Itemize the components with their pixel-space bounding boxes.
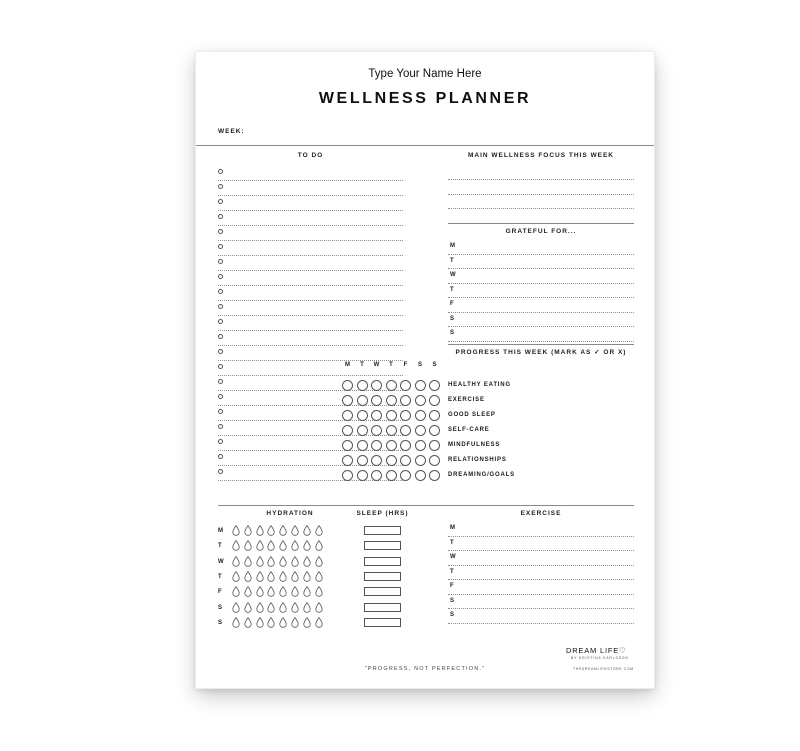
sleep-hours-box[interactable] [364,603,401,612]
progress-day-header [196,362,654,372]
focus-heading: MAIN WELLNESS FOCUS THIS WEEK [468,152,614,159]
grateful-row[interactable] [448,255,634,270]
exercise-row[interactable] [448,580,634,595]
progress-checkbox[interactable] [386,425,397,436]
water-drop-icon[interactable] [232,525,240,536]
progress-checkbox[interactable] [429,470,440,481]
focus-line[interactable] [448,194,634,195]
progress-checkbox[interactable] [371,410,382,421]
water-drop-icon[interactable] [256,617,264,628]
planner-title: WELLNESS PLANNER [318,90,532,107]
exercise-row[interactable] [448,609,634,624]
progress-checkbox[interactable] [429,440,440,451]
circle-bullet-icon[interactable] [218,349,223,354]
circle-bullet-icon[interactable] [218,454,223,459]
progress-checkbox[interactable] [357,455,368,466]
progress-checkbox[interactable] [371,440,382,451]
exercise-day-label: T [450,568,455,575]
hydration-day-label: F [218,589,222,596]
todo-item[interactable] [218,241,403,256]
exercise-row[interactable] [448,522,634,537]
sleep-hours-box[interactable] [364,526,401,535]
circle-bullet-icon[interactable] [218,334,223,339]
progress-row [448,380,638,392]
exercise-row[interactable] [448,551,634,566]
lower-divider [218,505,634,506]
todo-item[interactable] [218,226,403,241]
grateful-heading: GRATEFUL FOR... [505,228,577,235]
grateful-day-label: T [450,257,455,264]
todo-heading: TO DO [297,152,324,159]
progress-checkbox[interactable] [357,395,368,406]
todo-item[interactable] [218,331,403,346]
circle-bullet-icon[interactable] [218,244,223,249]
grateful-row[interactable] [448,240,634,255]
water-drop-icon[interactable] [232,571,240,582]
water-drop-icon[interactable] [279,540,287,551]
grateful-day-label: M [450,243,456,249]
exercise-row[interactable] [448,566,634,581]
water-drop-icon[interactable] [315,556,323,567]
exercise-day-label: M [450,525,456,531]
progress-checkbox[interactable] [371,470,382,481]
water-drop-icon[interactable] [303,586,311,597]
water-drop-icon[interactable] [315,602,323,613]
exercise-day-label: F [450,583,455,589]
water-drop-icon[interactable] [279,525,287,536]
progress-checkbox[interactable] [400,425,411,436]
progress-habit-label: GOOD SLEEP [448,412,496,418]
progress-checkbox[interactable] [342,470,353,481]
progress-row [448,395,638,407]
focus-divider [448,223,634,224]
week-label: WEEK: [218,128,245,135]
focus-line[interactable] [448,208,634,209]
sleep-hours-box[interactable] [364,587,401,596]
progress-checkbox[interactable] [371,395,382,406]
water-drop-icon[interactable] [303,571,311,582]
sleep-hours-box[interactable] [364,618,401,627]
progress-day-label: T [389,362,393,368]
todo-item[interactable] [218,211,403,226]
water-drop-icon[interactable] [267,556,275,567]
progress-row [448,410,638,422]
water-drop-icon[interactable] [291,602,299,613]
progress-day-label: S [417,362,422,368]
water-drop-icon[interactable] [256,556,264,567]
water-drop-icon[interactable] [244,540,252,551]
progress-checkbox[interactable] [386,440,397,451]
progress-checkbox[interactable] [342,455,353,466]
progress-checkbox[interactable] [342,410,353,421]
water-drop-icon[interactable] [232,602,240,613]
progress-checkbox[interactable] [371,380,382,391]
hydration-day-label: T [218,543,222,550]
progress-checkbox[interactable] [429,425,440,436]
grateful-row[interactable] [448,327,634,342]
progress-checkbox[interactable] [415,395,426,406]
hydration-row [218,585,338,600]
circle-bullet-icon[interactable] [218,394,223,399]
grateful-day-label: F [450,301,455,307]
water-drop-icon[interactable] [256,525,264,536]
hydration-row [218,539,338,554]
exercise-day-label: T [450,539,455,546]
water-drop-icon[interactable] [267,571,275,582]
brand-logo: DREAM LIFE♡ [566,646,627,655]
progress-checkbox[interactable] [429,380,440,391]
todo-item[interactable] [218,286,403,301]
progress-habit-label: HEALTHY EATING [448,382,511,388]
focus-line[interactable] [448,179,634,180]
sleep-hours-box[interactable] [364,557,401,566]
progress-checkbox[interactable] [357,380,368,391]
progress-day-label: T [360,362,364,368]
water-drop-icon[interactable] [315,586,323,597]
progress-checkbox[interactable] [415,380,426,391]
progress-checkbox[interactable] [400,410,411,421]
progress-checkbox[interactable] [386,395,397,406]
water-drop-icon[interactable] [244,617,252,628]
exercise-day-label: W [450,554,457,560]
progress-day-label: S [432,362,437,368]
progress-habit-label: EXERCISE [448,397,485,403]
hydration-day-label: M [218,528,223,534]
water-drop-icon[interactable] [232,540,240,551]
grateful-row[interactable] [448,313,634,328]
progress-checkbox[interactable] [386,455,397,466]
progress-checkbox[interactable] [386,470,397,481]
progress-heading: PROGRESS THIS WEEK (MARK AS ✓ OR X) [455,349,627,356]
circle-bullet-icon[interactable] [218,304,223,309]
grateful-row[interactable] [448,284,634,299]
hydration-heading: HYDRATION [266,510,314,517]
grateful-line[interactable] [448,341,634,342]
grateful-day-label: T [450,286,455,293]
water-drop-icon[interactable] [315,617,323,628]
water-drop-icon[interactable] [267,525,275,536]
water-drop-icon[interactable] [232,556,240,567]
water-drop-icon[interactable] [315,525,323,536]
progress-row [448,455,638,467]
water-drop-icon[interactable] [267,617,275,628]
water-drop-icon[interactable] [267,540,275,551]
exercise-heading: EXERCISE [520,510,562,517]
progress-checkbox[interactable] [342,440,353,451]
progress-checkbox[interactable] [342,395,353,406]
progress-checkbox[interactable] [415,410,426,421]
water-drop-icon[interactable] [232,586,240,597]
circle-bullet-icon[interactable] [218,319,223,324]
circle-bullet-icon[interactable] [218,169,223,174]
circle-bullet-icon[interactable] [218,439,223,444]
water-drop-icon[interactable] [291,556,299,567]
planner-name[interactable]: Type Your Name Here [368,68,482,80]
progress-checkbox[interactable] [342,425,353,436]
water-drop-icon[interactable] [303,617,311,628]
progress-checkbox[interactable] [400,395,411,406]
progress-checkbox[interactable] [415,455,426,466]
hydration-row [218,524,338,539]
progress-checkbox[interactable] [415,440,426,451]
circle-bullet-icon[interactable] [218,379,223,384]
todo-item[interactable] [218,256,403,271]
progress-habit-label: MINDFULNESS [448,442,501,448]
water-drop-icon[interactable] [244,586,252,597]
progress-day-label: M [345,362,350,368]
footer-quote: "PROGRESS, NOT PERFECTION." [364,666,486,672]
sleep-hours-box[interactable] [364,572,401,581]
progress-row [448,425,638,437]
water-drop-icon[interactable] [315,540,323,551]
sleep-heading: SLEEP (HRS) [356,510,409,517]
todo-item[interactable] [218,181,403,196]
brand-url: THEDREAMLIFESTORE.COM [573,667,634,671]
water-drop-icon[interactable] [279,556,287,567]
todo-item[interactable] [218,301,403,316]
exercise-day-label: S [450,597,455,604]
water-drop-icon[interactable] [232,617,240,628]
water-drop-icon[interactable] [267,602,275,613]
grateful-day-label: S [450,315,455,322]
sleep-hours-box[interactable] [364,541,401,550]
progress-checkbox[interactable] [357,440,368,451]
water-drop-icon[interactable] [256,540,264,551]
hydration-row [218,555,338,570]
circle-bullet-icon[interactable] [218,184,223,189]
hydration-day-label: W [218,558,224,565]
progress-habit-label: DREAMING/GOALS [448,472,515,478]
water-drop-icon[interactable] [303,525,311,536]
progress-row [448,440,638,452]
grateful-day-label: S [450,330,455,336]
todo-item[interactable] [218,271,403,286]
water-drop-icon[interactable] [244,602,252,613]
circle-bullet-icon[interactable] [218,469,223,474]
progress-checkbox[interactable] [415,470,426,481]
water-drop-icon[interactable] [256,586,264,597]
water-drop-icon[interactable] [315,571,323,582]
water-drop-icon[interactable] [291,540,299,551]
water-drop-icon[interactable] [279,586,287,597]
hydration-day-label: S [218,619,223,626]
progress-checkbox[interactable] [415,425,426,436]
circle-bullet-icon[interactable] [218,214,223,219]
progress-checkbox[interactable] [371,425,382,436]
circle-bullet-icon[interactable] [218,229,223,234]
grateful-day-label: W [450,272,457,278]
progress-checkbox[interactable] [357,410,368,421]
water-drop-icon[interactable] [303,540,311,551]
progress-habit-label: RELATIONSHIPS [448,457,507,463]
exercise-line[interactable] [448,623,634,624]
water-drop-icon[interactable] [244,556,252,567]
progress-checkbox[interactable] [357,470,368,481]
circle-bullet-icon[interactable] [218,199,223,204]
exercise-row[interactable] [448,537,634,552]
grateful-row[interactable] [448,269,634,284]
grateful-divider [448,344,634,345]
circle-bullet-icon[interactable] [218,289,223,294]
grateful-row[interactable] [448,298,634,313]
progress-checkbox[interactable] [371,455,382,466]
water-drop-icon[interactable] [303,602,311,613]
progress-checkbox[interactable] [429,455,440,466]
todo-item[interactable] [218,316,403,331]
water-drop-icon[interactable] [291,586,299,597]
progress-checkbox[interactable] [400,455,411,466]
water-drop-icon[interactable] [291,571,299,582]
water-drop-icon[interactable] [244,525,252,536]
hydration-row [218,616,338,631]
todo-item[interactable] [218,196,403,211]
water-drop-icon[interactable] [279,602,287,613]
water-drop-icon[interactable] [291,525,299,536]
todo-item[interactable] [218,166,403,181]
progress-checkbox[interactable] [400,440,411,451]
brand-subtitle: BY KRISTINA KARLSSON [571,656,629,660]
exercise-day-label: S [450,612,455,618]
progress-checkbox[interactable] [386,380,397,391]
water-drop-icon[interactable] [303,556,311,567]
circle-bullet-icon[interactable] [218,409,223,414]
water-drop-icon[interactable] [267,586,275,597]
progress-checkbox[interactable] [429,410,440,421]
exercise-row[interactable] [448,595,634,610]
hydration-day-label: T [218,573,222,580]
progress-day-label: W [373,362,380,368]
progress-checkbox[interactable] [342,380,353,391]
water-drop-icon[interactable] [244,571,252,582]
circle-bullet-icon[interactable] [218,259,223,264]
progress-checkbox[interactable] [386,410,397,421]
progress-row [448,470,638,482]
hydration-row [218,570,338,585]
header-divider [196,145,654,146]
hydration-day-label: S [218,604,223,611]
todo-item[interactable] [218,346,403,361]
progress-checkbox[interactable] [400,470,411,481]
water-drop-icon[interactable] [291,617,299,628]
circle-bullet-icon[interactable] [218,274,223,279]
progress-checkbox[interactable] [429,395,440,406]
circle-bullet-icon[interactable] [218,424,223,429]
progress-checkbox[interactable] [400,380,411,391]
water-drop-icon[interactable] [256,602,264,613]
water-drop-icon[interactable] [279,571,287,582]
planner-sheet [196,52,654,688]
hydration-row [218,601,338,616]
water-drop-icon[interactable] [279,617,287,628]
progress-day-label: F [403,362,408,368]
water-drop-icon[interactable] [256,571,264,582]
progress-habit-label: SELF-CARE [448,427,490,433]
progress-checkbox[interactable] [357,425,368,436]
